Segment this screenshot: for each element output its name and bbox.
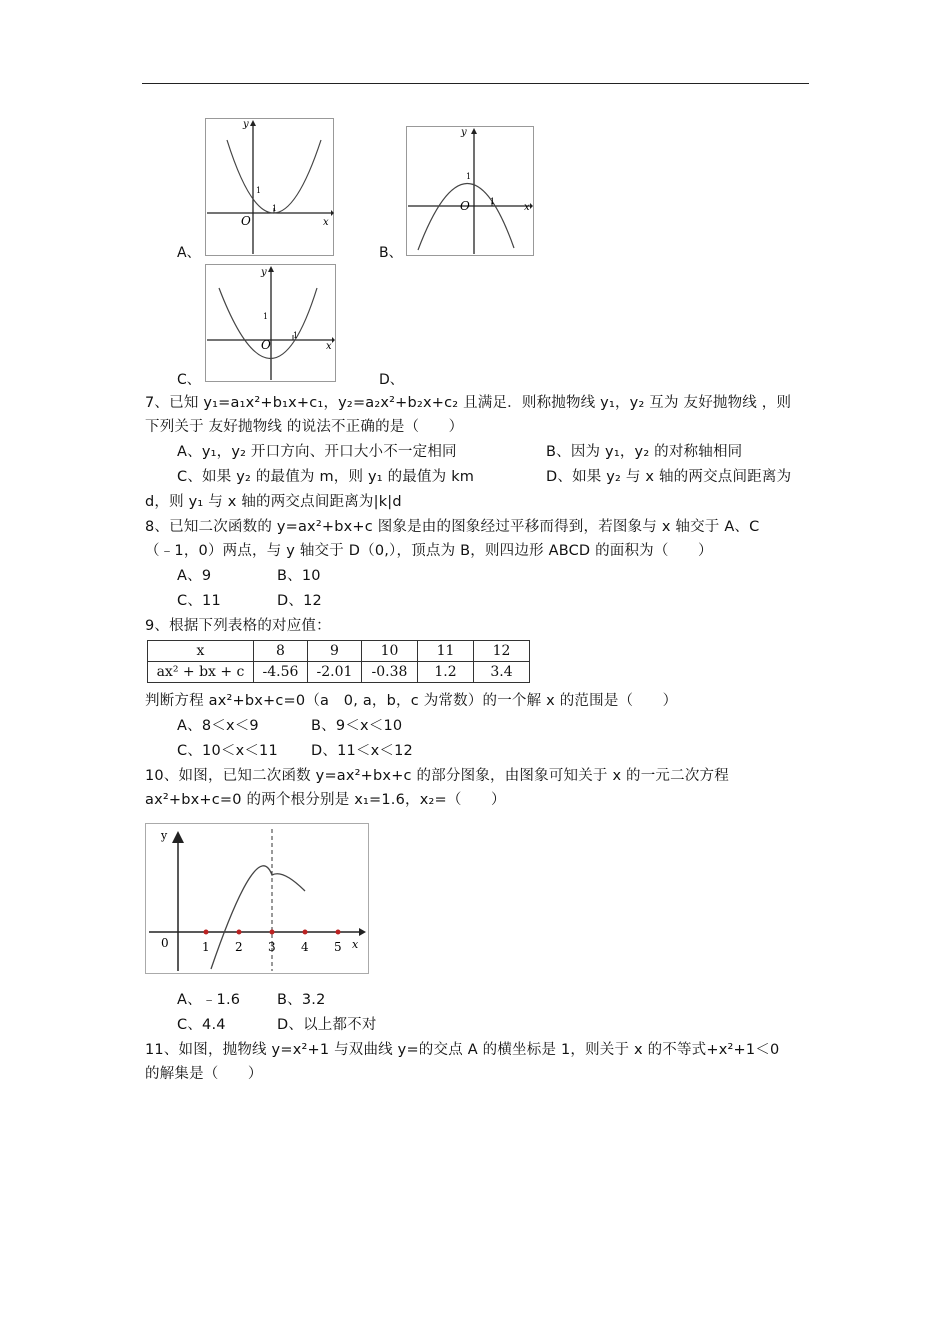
table-row	[148, 641, 530, 662]
figure-a-label: A、	[177, 245, 201, 261]
q10-graph-y-label: y	[161, 829, 168, 842]
q10-graph-tick-2: 2	[235, 940, 243, 954]
q9-option-a: A、8＜x＜9	[177, 718, 259, 734]
table-cell: 9	[308, 641, 362, 662]
q9-value-table	[147, 640, 530, 683]
table-cell: 10	[362, 641, 418, 662]
figure-a-origin: O	[241, 214, 251, 228]
figure-c-x-one: 1	[293, 331, 299, 340]
q7-option-c: C、如果 y₂ 的最值为 m，则 y₁ 的最值为 km	[177, 469, 475, 485]
q8-option-d: D、12	[277, 593, 322, 609]
figure-a-x-label: x	[323, 217, 329, 228]
figure-b-x-label: x	[524, 202, 530, 213]
figure-b-origin: O	[460, 199, 470, 213]
q7-stem-line2: 下列关于 友好抛物线 的说法不正确的是（ ）	[145, 419, 464, 435]
header-rule	[142, 83, 809, 84]
table-cell: 1.2	[418, 662, 474, 683]
q7-option-d-continued: d，则 y₁ 与 x 轴的两交点间距离为|k|d	[145, 494, 402, 510]
q10-graph-x-label: x	[352, 938, 359, 951]
q8-stem-line1: 8、已知二次函数的 y=ax²+bx+c 图象是由的图象经过平移而得到，若图象与 x 轴交于 A、C	[145, 519, 760, 535]
q8-stem-line2: （﹣1，0）两点，与 y 轴交于 D（0,），顶点为 B，则四边形 ABCD 的面积为（ ）	[145, 543, 713, 559]
figure-a-graph	[205, 118, 334, 256]
q9-stem-line2: 判断方程 ax²+bx+c=0（a 0, a，b，c 为常数）的一个解 x 的范围是（ ）	[145, 693, 678, 709]
q10-option-a: A、﹣1.6	[177, 992, 241, 1008]
q9-option-b: B、9＜x＜10	[311, 718, 403, 734]
q8-option-c: C、11	[177, 593, 221, 609]
figure-c-y-label: y	[261, 267, 267, 278]
q10-graph-origin: 0	[161, 936, 169, 950]
q7-option-a: A、y₁，y₂ 开口方向、开口大小不一定相同	[177, 444, 457, 460]
figure-a-y-label: y	[243, 119, 249, 130]
q10-graph-tick-1: 1	[202, 940, 210, 954]
figure-d-label: D、	[379, 372, 404, 388]
q10-stem-line1: 10、如图，已知二次函数 y=ax²+bx+c 的部分图象，由图象可知关于 x 的一元二次方程	[145, 768, 729, 784]
figure-c-graph	[205, 264, 336, 382]
table-cell: 12	[474, 641, 530, 662]
q9-stem-line1: 9、根据下列表格的对应值：	[145, 618, 331, 634]
table-cell: x	[148, 641, 254, 662]
table-cell: 8	[254, 641, 308, 662]
q10-option-d: D、以上都不对	[277, 1017, 377, 1033]
q8-option-b: B、10	[277, 568, 321, 584]
q10-graph-tick-4: 4	[301, 940, 309, 954]
q10-graph	[145, 823, 369, 974]
q11-stem-line1: 11、如图，抛物线 y=x²+1 与双曲线 y=的交点 A 的横坐标是 1，则关于 x 的不等式+x²+1＜0	[145, 1042, 780, 1058]
table-row	[148, 662, 530, 683]
table-cell: 3.4	[474, 662, 530, 683]
q10-option-c: C、4.4	[177, 1017, 226, 1033]
table-cell: ax² + bx + c	[148, 662, 254, 683]
q10-graph-tick-5: 5	[334, 940, 342, 954]
q8-option-a: A、9	[177, 568, 212, 584]
table-cell: -2.01	[308, 662, 362, 683]
figure-b-graph	[406, 126, 534, 256]
q7-stem-line1: 7、已知 y₁=a₁x²+b₁x+c₁，y₂=a₂x²+b₂x+c₂ 且满足．则称抛物线 y₁，y₂ 互为 友好抛物线 ，则	[145, 395, 792, 411]
figure-a-x-one: 1	[272, 204, 278, 213]
q11-stem-line2: 的解集是（ ）	[145, 1066, 263, 1082]
q10-option-b: B、3.2	[277, 992, 326, 1008]
q7-option-d: D、如果 y₂ 与 x 轴的两交点间距离为	[546, 469, 792, 485]
q9-option-c: C、10＜x＜11	[177, 743, 278, 759]
figure-c-label: C、	[177, 372, 201, 388]
figure-c-y-one: 1	[263, 312, 269, 321]
table-cell: -0.38	[362, 662, 418, 683]
q10-graph-tick-3: 3	[268, 940, 276, 954]
q9-option-d: D、11＜x＜12	[311, 743, 413, 759]
figure-c-origin: O	[261, 338, 271, 352]
figure-b-label: B、	[379, 245, 403, 261]
table-cell: 11	[418, 641, 474, 662]
figure-a-y-one: 1	[256, 186, 262, 195]
figure-b-y-label: y	[461, 127, 467, 138]
figure-b-y-one: 1	[466, 172, 472, 181]
table-cell: -4.56	[254, 662, 308, 683]
figure-c-x-label: x	[326, 341, 332, 352]
q10-stem-line2: ax²+bx+c=0 的两个根分别是 x₁=1.6，x₂=（ ）	[145, 792, 506, 808]
q7-option-b: B、因为 y₁，y₂ 的对称轴相同	[546, 444, 743, 460]
figure-b-x-one: 1	[490, 197, 496, 206]
